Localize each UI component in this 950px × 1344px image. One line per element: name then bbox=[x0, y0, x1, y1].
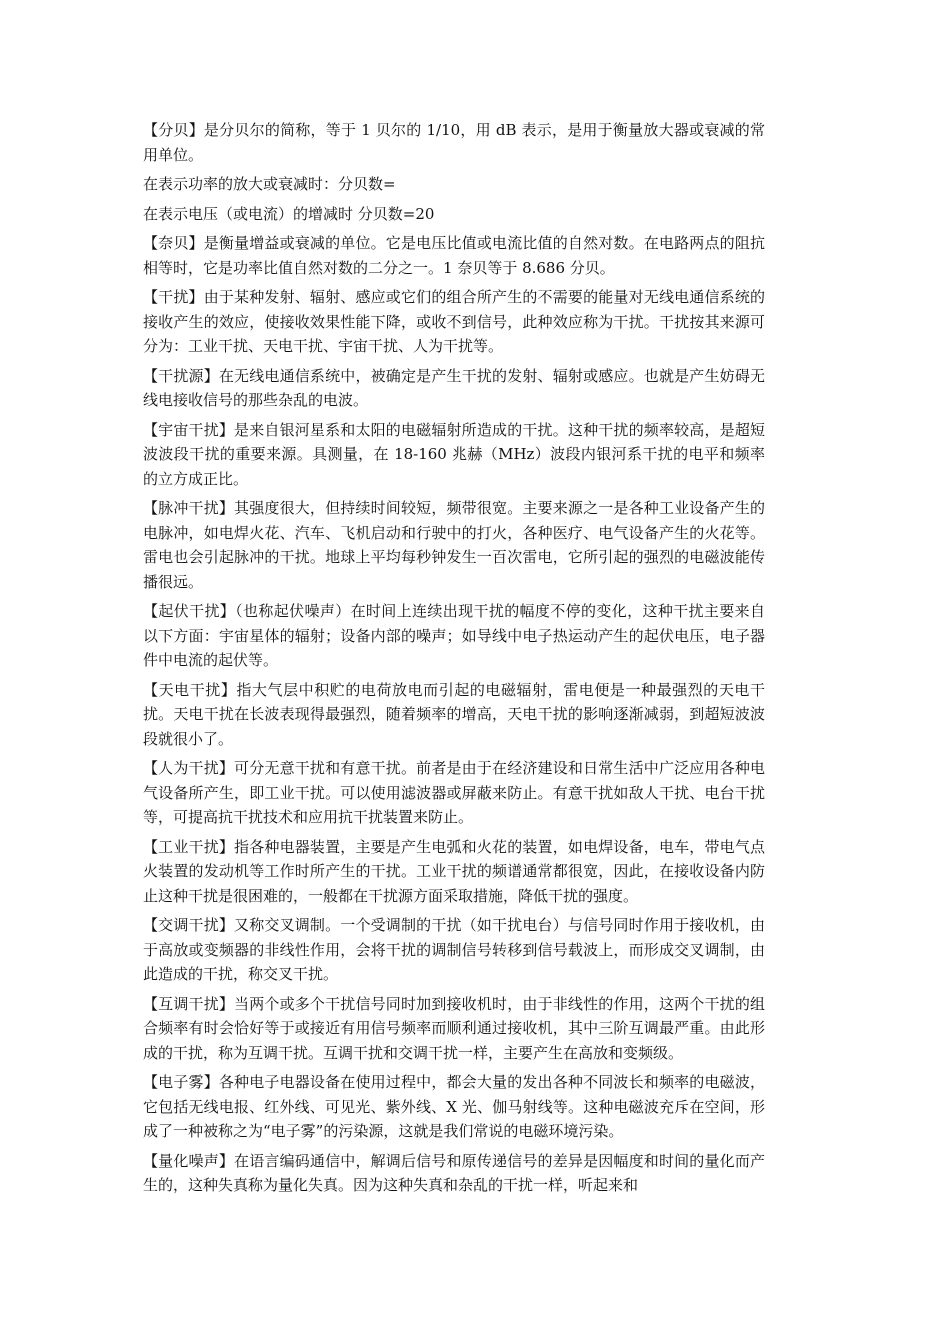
document-body bbox=[143, 118, 765, 1203]
paragraph-interference-source: 【干扰源】在无线电通信系统中，被确定是产生干扰的发射、辐射或感应。也就是产生妨碍无线电接收信号的那些杂乱的电波。 bbox=[143, 366, 765, 409]
paragraph-decibel: 【分贝】是分贝尔的简称，等于 1 贝尔的 1/10，用 dB 表示，是用于衡量放大器或衰减的常用单位。 bbox=[143, 121, 765, 164]
paragraph-cosmic-interference: 【宇宙干扰】是来自银河星系和太阳的电磁辐射所造成的干扰。这种干扰的频率较高，是超短波波段干扰的重要来源。具测量，在 18-160 兆赫（MHz）波段内银河系干扰的电平和频率的立方成正比。 bbox=[143, 420, 765, 488]
paragraph-pulse-interference: 【脉冲干扰】其强度很大，但持续时间较短，频带很宽。主要来源之一是各种工业设备产生的电脉冲，如电焊火花、汽车、飞机启动和行驶中的打火，各种医疗、电气设备产生的火花等。雷电也会引起脉冲的干扰。地球上平均每秒钟发生一百次雷电，它所引起的强烈的电磁波能传播很远。 bbox=[143, 499, 765, 591]
paragraph-power-formula: 在表示功率的放大或衰减时：分贝数= bbox=[143, 175, 396, 193]
paragraph-industrial-interference: 【工业干扰】指各种电器装置，主要是产生电弧和火花的装置，如电焊设备，电车，带电气点火装置的发动机等工作时所产生的干扰。工业干扰的频谱通常都很宽，因此，在接收设备内防止这种干扰是很困难的，一般都在干扰源方面采取措施，降低干扰的强度。 bbox=[143, 837, 765, 905]
paragraph-cross-modulation: 【交调干扰】又称交叉调制。一个受调制的干扰（如干扰电台）与信号同时作用于接收机，由于高放或变频器的非线性作用，会将干扰的调制信号转移到信号载波上，而形成交叉调制，由此造成的干扰，称交叉干扰。 bbox=[143, 916, 765, 983]
paragraph-fluctuation-interference: 【起伏干扰】（也称起伏噪声）在时间上连续出现干扰的幅度不停的变化，这种干扰主要来自以下方面：宇宙星体的辐射；设备内部的噪声；如导线中电子热运动产生的起伏电压，电子器件中电流的起伏等。 bbox=[143, 602, 765, 669]
paragraph-man-made-interference: 【人为干扰】可分无意干扰和有意干扰。前者是由于在经济建设和日常生活中广泛应用各种电气设备所产生，即工业干扰。可以使用滤波器或屏蔽来防止。有意干扰如敌人干扰、电台干扰等，可提高抗干扰技术和应用抗干扰装置来防止。 bbox=[143, 759, 765, 826]
paragraph-atmospheric-interference: 【天电干扰】指大气层中积贮的电荷放电而引起的电磁辐射，雷电便是一种最强烈的天电干扰。天电干扰在长波表现得最强烈，随着频率的增高，天电干扰的影响逐渐减弱，到超短波波段就很小了。 bbox=[143, 680, 765, 748]
paragraph-intermodulation: 【互调干扰】当两个或多个干扰信号同时加到接收机时，由于非线性的作用，这两个干扰的组合频率有时会恰好等于或接近有用信号频率而顺利通过接收机，其中三阶互调最严重。由此形成的干扰，称为互调干扰。互调干扰和交调干扰一样，主要产生在高放和变频级。 bbox=[143, 994, 765, 1062]
paragraph-quantization-noise: 【量化噪声】在语言编码通信中，解调后信号和原传递信号的差异是因幅度和时间的量化而产生的，这种失真称为量化失真。因为这种失真和杂乱的干扰一样，听起来和 bbox=[143, 1151, 765, 1194]
paragraph-neper: 【奈贝】是衡量增益或衰减的单位。它是电压比值或电流比值的自然对数。在电路两点的阻抗相等时，它是功率比值自然对数的二分之一。1 奈贝等于 8.686 分贝。 bbox=[143, 234, 765, 277]
paragraph-electronic-fog: 【电子雾】各种电子电器设备在使用过程中，都会大量的发出各种不同波长和频率的电磁波，它包括无线电报、红外线、可见光、紫外线、X 光、伽马射线等。这种电磁波充斥在空间，形成了一种被称之为“电子雾”的污染源，这就是我们常说的电磁环境污染。 bbox=[143, 1073, 765, 1140]
paragraph-interference: 【干扰】由于某种发射、辐射、感应或它们的组合所产生的不需要的能量对无线电通信系统的接收产生的效应，使接收效果性能下降，或收不到信号，此种效应称为干扰。干扰按其来源可分为：工业干扰、天电干扰、宇宙干扰、人为干扰等。 bbox=[143, 288, 765, 355]
paragraph-voltage-formula: 在表示电压（或电流）的增减时 分贝数=20 bbox=[143, 204, 435, 223]
